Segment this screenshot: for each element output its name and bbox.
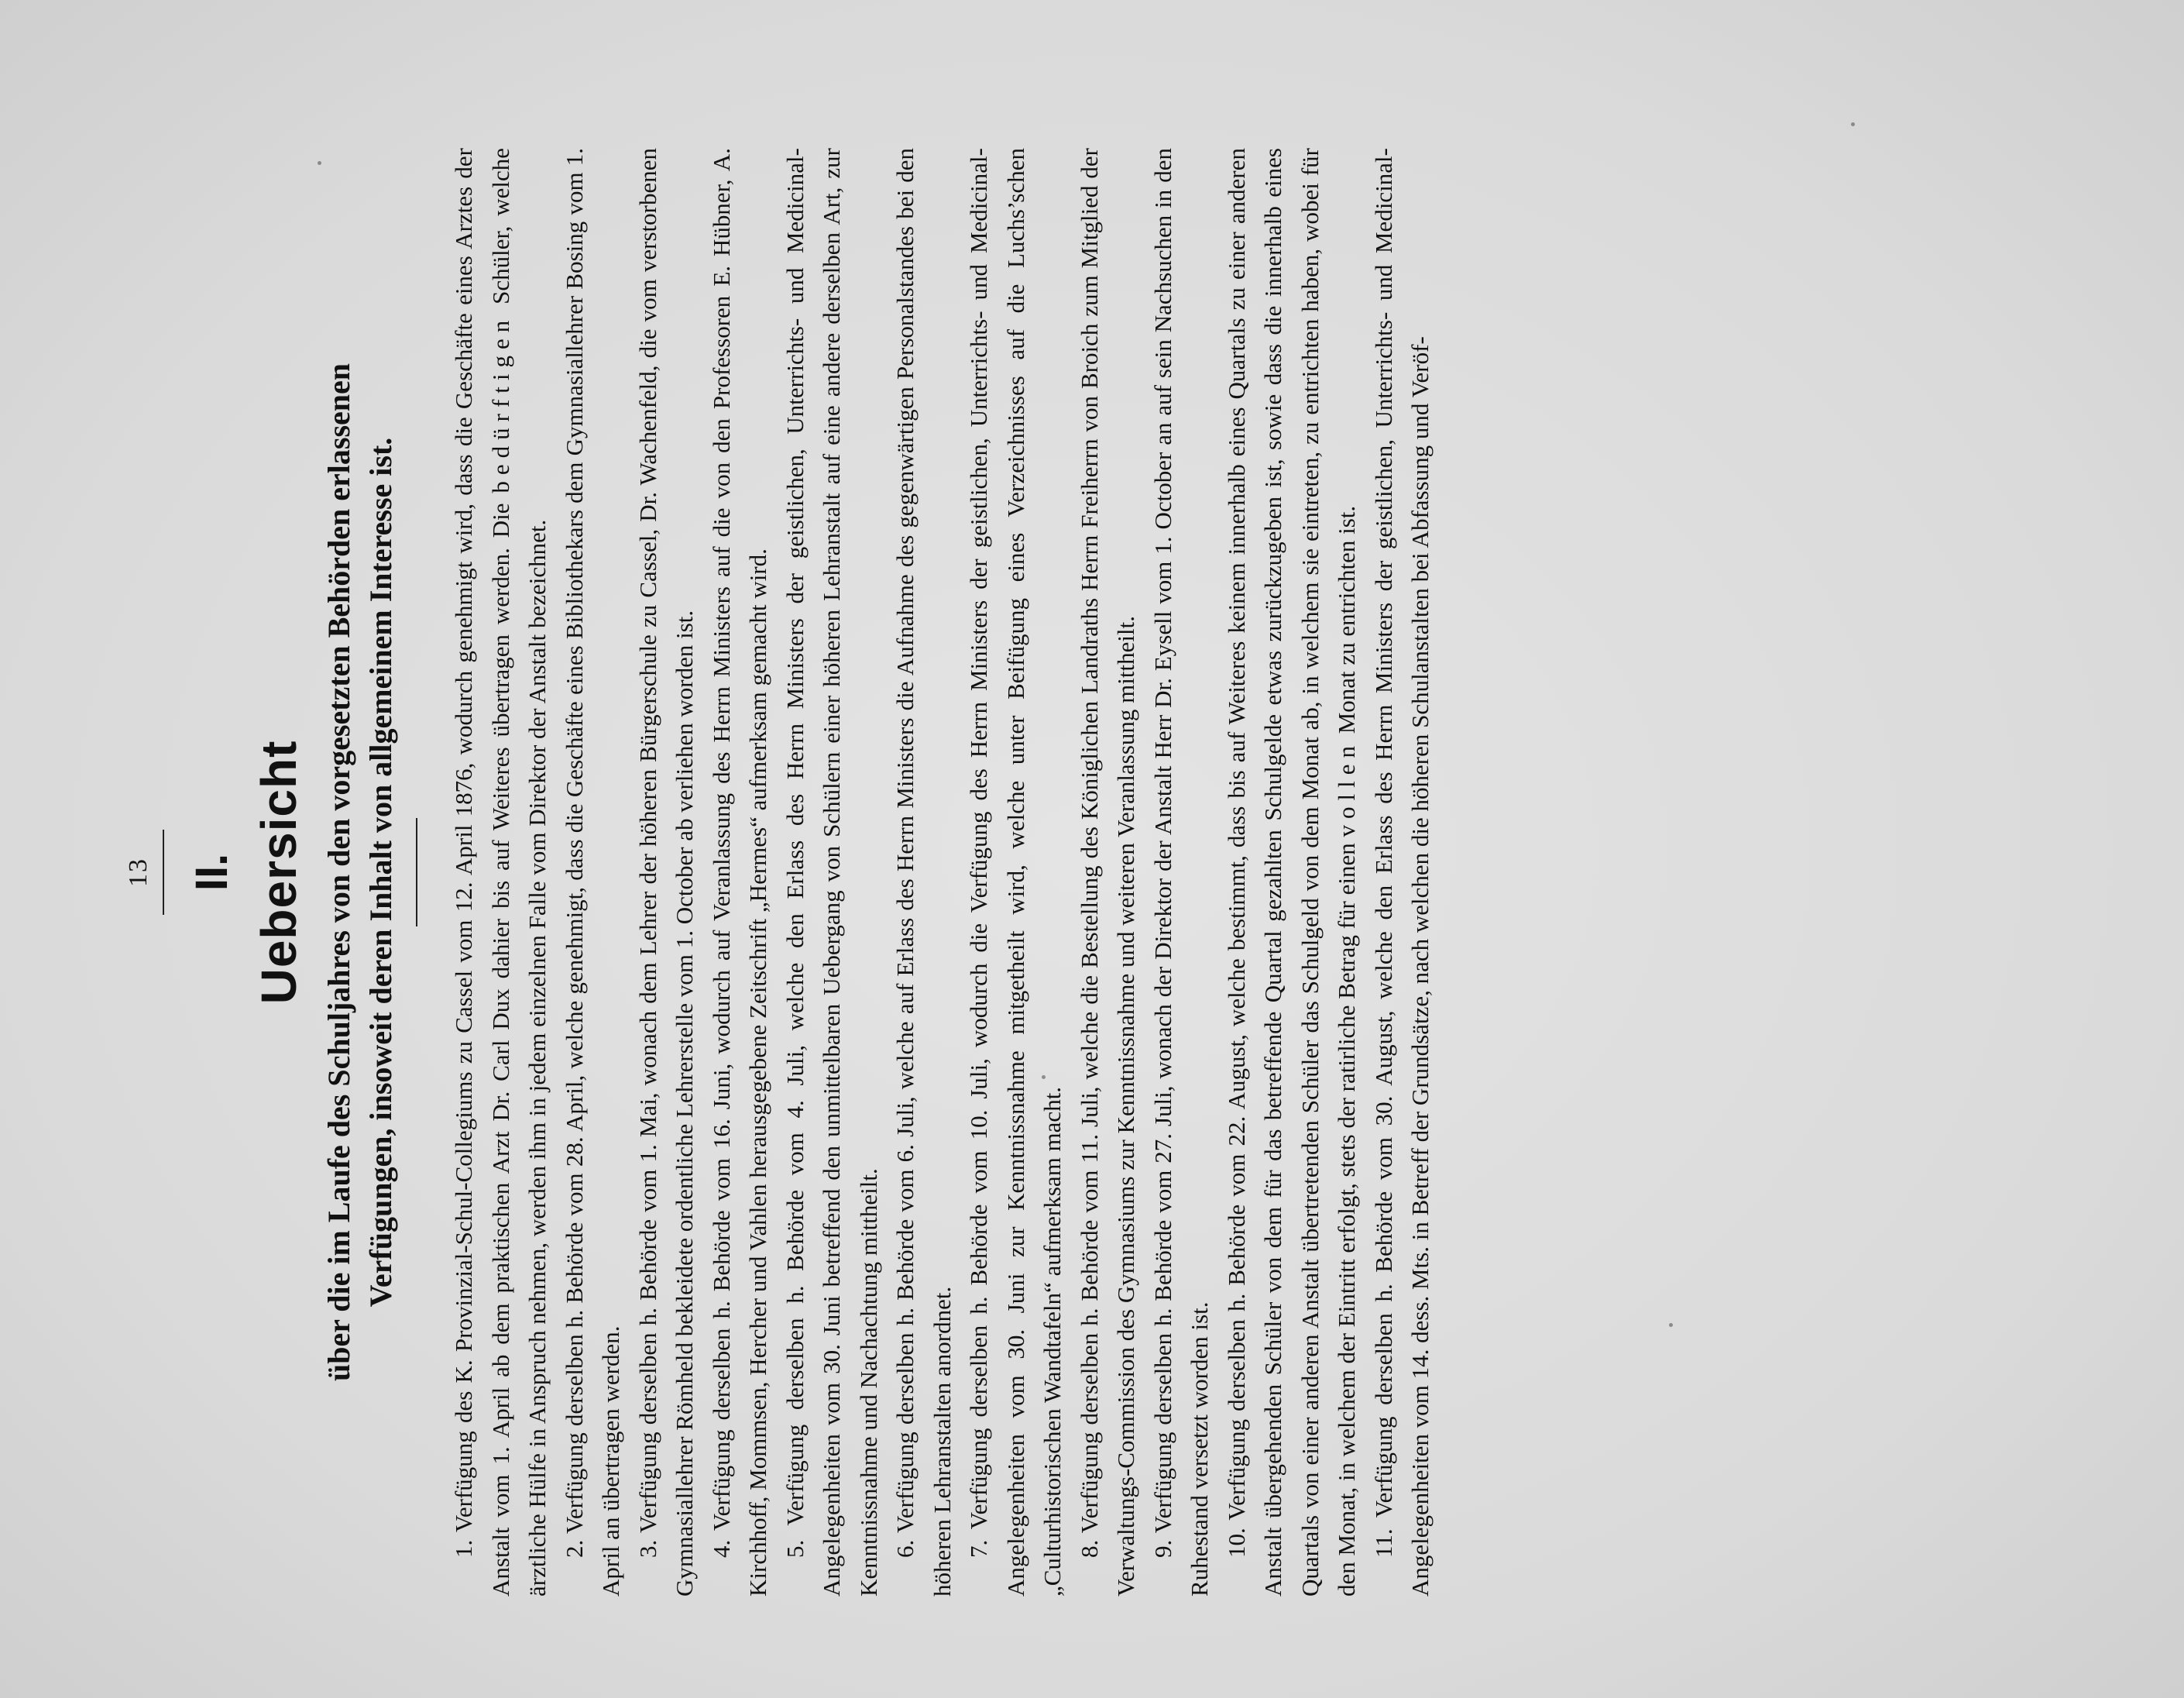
subtitle-line-1: über die im Laufe des Schuljahres von den vorgesetzten Behörden erlassenen [321, 363, 356, 1382]
item-text: 7. Verfügung derselben h. Behörde vom 10. Juli, wodurch die Verfügung des Herrn Ministers der geistlichen, Unterrichts- und Medicinal-Angelegenheiten vom 30. Juni zur Kenntnissnahme mitgetheilt wird, welche unter Beifügung eines Verzeichnisses auf die Luchs’schen „Culturhistorischen Wandtafeln“ aufmerksam macht. [965, 148, 1066, 1597]
section-number: II. [187, 853, 237, 892]
item-text: 8. Verfügung derselben h. Behörde vom 11. Juli, welche die Bestellung des Königlichen Landraths Herrn Freiherrn von Broich zum Mitglied der Verwaltungs-Commission des Gymnasiums zur Kenntnissnahme und weiteren Veranlassung mittheilt. [1075, 148, 1139, 1597]
decree-item-8 [1071, 148, 1145, 1597]
item-spaced-text: vollen [1333, 740, 1360, 837]
divider-rule [416, 818, 417, 926]
decree-item-10 [1218, 148, 1365, 1597]
item-text: 5. Verfügung derselben h. Behörde vom 4. Juli, welche den Erlass des Herrn Ministers der geistlichen, Unterrichts- und Medicinal-Angelegenheiten vom 30. Juni betreffend den unmittelbaren Uebergang von Schülern einer höheren Lehranstalt auf eine andere derselben Art, zur Kenntnissnahme und Nachachtung mittheilt. [781, 148, 882, 1597]
decree-item-1 [445, 148, 556, 1597]
item-text: 6. Verfügung derselben h. Behörde vom 6. Juli, welche auf Erlass des Herrn Ministers die Aufnahme des gegenwärtigen Personalstandes bei den höheren Lehranstalten anordnet. [891, 148, 956, 1597]
decree-item-7 [960, 148, 1071, 1597]
item-text: 2. Verfügung derselben h. Behörde vom 28. April, welche genehmigt, dass die Geschäfte eines Bibliothekars dem Gymnasiallehrer Bosing vom 1. April an übertragen werden. [560, 148, 624, 1597]
decree-item-4 [703, 148, 777, 1597]
page-content [124, 148, 1439, 1597]
section-subtitle [318, 148, 402, 1597]
decree-item-5 [777, 148, 888, 1597]
rotated-page [0, 36, 2184, 1662]
item-text: 10. Verfügung derselben h. Behörde vom 22. August, welche bestimmt, dass bis auf Weiteres keinem innerhalb eines Quartals zu einer anderen Anstalt übergehenden Schüler von dem für das betreffende Quartal gezahlten Schulgelde etwas zurückzugeben ist, sowie dass die innerhalb eines Quartals von einer anderen Anstalt übertretenden Schüler das Schulgeld von dem Monat ab, in welchem sie eintreten, zu entrichten haben, wobei für den Monat, in welchem der Eintritt erfolgt, stets der ratirliche Betrag für einen [1222, 148, 1360, 1597]
page-number: 13 [124, 858, 153, 887]
item-text: 9. Verfügung derselben h. Behörde vom 27. Juli, wonach der Direktor der Anstalt Herr Dr. Eysell vom 1. October an auf sein Nachsuchen in den Ruhestand versetzt worden ist. [1149, 148, 1213, 1597]
decree-item-3 [630, 148, 703, 1597]
item-text: 1. Verfügung des K. Provinzial-Schul-Collegiums zu Cassel vom 12. April 1876, wodurch genehmigt wird, dass die Geschäfte eines Arztes der Anstalt vom 1. April ab dem praktischen Arzt Dr. Carl Dux dahier bis auf Weiteres übertragen werden. Die [450, 148, 514, 1597]
item-text: Monat zu entrichten ist. [1333, 505, 1360, 741]
item-text: 3. Verfügung derselben h. Behörde vom 1. Mai, wonach dem Lehrer der höheren Bürgerschule zu Cassel, Dr. Wachenfeld, die vom verstorbenen Gymnasiallehrer Römheld bekleidete ordentliche Lehrerstelle vom 1. October ab verliehen worden ist. [634, 148, 698, 1597]
decree-list [445, 148, 1439, 1597]
decree-item-2 [556, 148, 630, 1597]
section-title: Uebersicht [251, 740, 307, 1005]
item-spaced-text: bedürftigen [486, 314, 514, 493]
divider-rule [163, 830, 164, 915]
item-text: 4. Verfügung derselben h. Behörde vom 16. Juni, wodurch auf Veranlassung des Herrn Ministers auf die von den Professoren E. Hübner, A. Kirchhoff, Mommsen, Hercher und Vahlen herausgegebene Zeitschrift „Hermes“ aufmerksam gemacht wird. [707, 148, 771, 1597]
decree-item-6 [887, 148, 960, 1597]
item-text: Schüler, welche ärztliche Hülfe in Anspruch nehmen, werden ihm in jedem einzelnen Falle vom Direktor der Anstalt bezeichnet. [486, 148, 551, 1597]
item-text: 11. Verfügung derselben h. Behörde vom 30. August, welche den Erlass des Herrn Ministers der geistlichen, Unterrichts- und Medicinal-Angelegenheiten vom 14. dess. Mts. in Betreff der Grundsätze, nach welchen die höheren Schulanstalten bei Abfassung und Veröf- [1369, 148, 1434, 1597]
subtitle-line-2: Verfügungen, insoweit deren Inhalt von allgemeinem Interesse ist. [363, 437, 398, 1308]
decree-item-9 [1145, 148, 1218, 1597]
decree-item-11 [1365, 148, 1439, 1597]
